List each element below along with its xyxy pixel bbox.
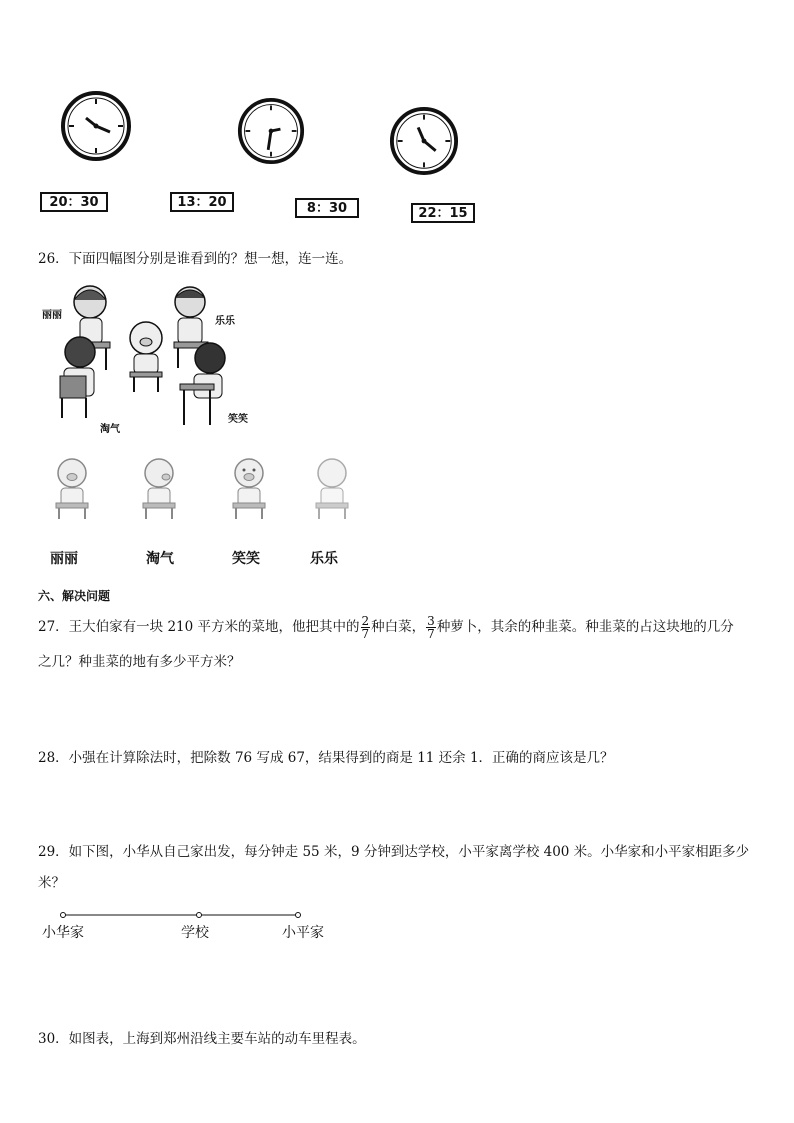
option-name-xiaoxiao: 笑笑 [232, 551, 260, 567]
pig-view-left-icon [135, 455, 183, 520]
label-school: 学校 [181, 925, 209, 941]
clock-1-icon [60, 90, 132, 162]
scene-label-xiaoxiao: 笑笑 [228, 414, 248, 425]
label-xiaoping-home: 小平家 [282, 925, 324, 941]
question-27-line-2: 之几？种韭菜的地有多少平方米？ [38, 654, 241, 670]
scene-label-taoqi: 淘气 [100, 424, 120, 435]
question-29-line-2: 米？ [38, 875, 65, 891]
question-28: 28．小强在计算除法时，把除数 76 写成 67，结果得到的商是 11 还余 1．正确的商应该是几？ [38, 750, 614, 766]
fraction-numerator: 3 [427, 614, 435, 628]
option-name-lele: 乐乐 [310, 551, 338, 567]
fraction-denominator: 7 [361, 627, 370, 641]
time-label-1: 20：30 [40, 192, 108, 212]
q27-text-1: 27．王大伯家有一块 210 平方米的菜地，他把其中的 [38, 619, 360, 635]
distance-line-diagram [55, 908, 315, 922]
fraction-denominator: 7 [427, 627, 435, 641]
question-30: 30．如图表，上海到郑州沿线主要车站的动车里程表。 [38, 1031, 366, 1047]
time-label-3: 8：30 [295, 198, 359, 218]
q27-text-2: 种白菜， [371, 619, 426, 635]
time-label-2: 13：20 [170, 192, 234, 212]
pig-view-back-icon [308, 455, 356, 520]
option-name-lili: 丽丽 [50, 551, 78, 567]
scene-label-lili: 丽丽 [42, 310, 62, 321]
option-name-taoqi: 淘气 [146, 551, 174, 567]
clock-2-icon [236, 97, 306, 165]
pig-view-front-icon [48, 455, 96, 520]
label-xiaohua-home: 小华家 [42, 925, 84, 941]
pig-view-right-icon [225, 455, 273, 520]
scene-label-lele: 乐乐 [215, 316, 235, 327]
question-26: 26．下面四幅图分别是谁看到的？想一想，连一连。 [38, 251, 353, 267]
question-27-line-1 [38, 615, 734, 640]
fraction-numerator: 2 [361, 614, 370, 628]
fraction-2-7 [361, 615, 371, 640]
question-29-line-1: 29．如下图，小华从自己家出发，每分钟走 55 米，9 分钟到达学校，小平家离学校 400 米。小华家和小平家相距多少 [38, 844, 750, 860]
time-label-4: 22：15 [411, 203, 475, 223]
q27-text-3: 种萝卜，其余的种韭菜。种韭菜的占这块地的几分 [436, 619, 734, 635]
clock-3-icon [388, 106, 460, 176]
fraction-3-7 [426, 615, 436, 640]
section-title: 六、解决问题 [38, 589, 111, 603]
